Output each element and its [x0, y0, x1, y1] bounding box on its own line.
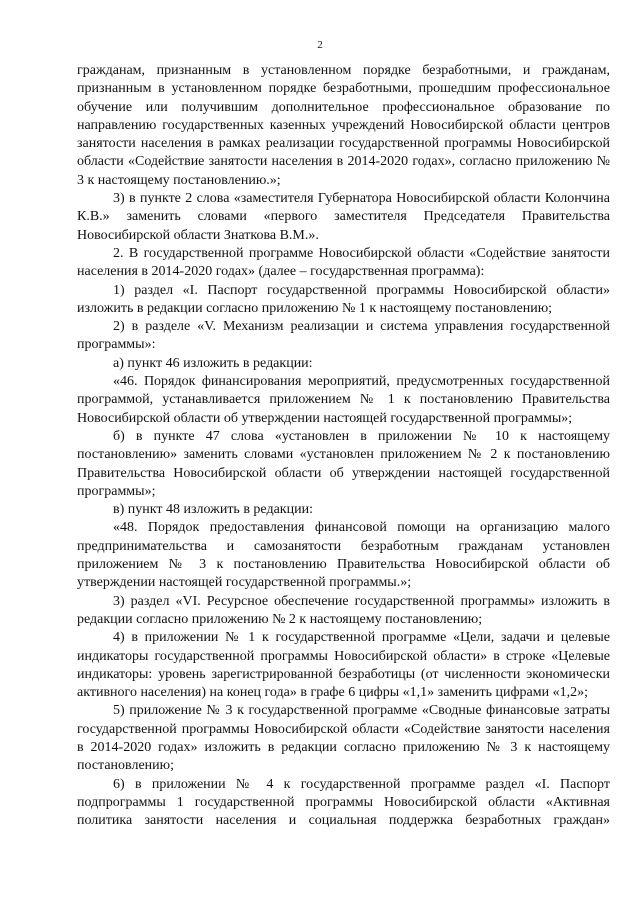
paragraph: в) пункт 48 изложить в редакции:	[113, 502, 313, 518]
paragraph: «46. Порядок финансирования мероприятий, предусмотренных государственной программой, устанавливается приложением № 1 к постановлению Правительства Новосибирской области об утверждении настоящей государственной программы»;	[77, 374, 610, 426]
paragraph: б) в пункте 47 слова «установлен в приложении № 10 к настоящему постановлению» заменить словами «установлен приложением № 2 к постановлению Правительства Новосибирской области об утверждении настоящей государственной программы»;	[77, 428, 610, 499]
paragraph: «48. Порядок предоставления финансовой помощи на организацию малого предпринимательства и самозанятости безработным гражданам установлен приложением № 3 к постановлению Правительства Новосибирской области об утверждении настоящей государственной программы.»;	[77, 520, 610, 591]
page-number: 2	[317, 39, 323, 51]
paragraph: 4) в приложении № 1 к государственной программе «Цели, задачи и целевые индикаторы государственной программы Новосибирской области» в строке «Целевые индикаторы: уровень зарегистрированной безработицы (от численности экономически активного населения) на конец года» в графе 6 цифры «1,1» заменить цифрами «1,2»;	[77, 630, 610, 701]
paragraph: 3) в пункте 2 слова «заместителя Губернатора Новосибирской области Колончина К.В.» заменить словами «первого заместителя Председателя Правительства Новосибирской области Знаткова В.М.».	[77, 191, 610, 243]
paragraph: а) пункт 46 изложить в редакции:	[113, 355, 313, 371]
paragraph: 6) в приложении № 4 к государственной программе раздел «I. Паспорт подпрограммы 1 государственной программы Новосибирской области «Активная политика занятости населения и социальная поддержка безработных граждан»	[77, 776, 610, 829]
paragraph: 5) приложение № 3 к государственной программе «Сводные финансовые затраты государственной программы Новосибирской области «Содействие занятости населения в 2014-2020 годах» изложить в редакции согласно приложению № 3 к настоящему постановлению;	[77, 703, 610, 774]
paragraph: 3) раздел «VI. Ресурсное обеспечение государственной программы» изложить в редакции согласно приложению № 2 к настоящему постановлению;	[77, 593, 610, 627]
document-body	[77, 62, 610, 830]
paragraph: 1) раздел «I. Паспорт государственной программы Новосибирской области» изложить в редакции согласно приложению № 1 к настоящему постановлению;	[77, 282, 610, 316]
paragraph: 2. В государственной программе Новосибирской области «Содействие занятости населения в 2014-2020 годах» (далее – государственная программа):	[77, 245, 610, 280]
paragraph: 2) в разделе «V. Механизм реализации и система управления государственной программы»:	[77, 319, 610, 353]
paragraph: гражданам, признанным в установленном порядке безработными, и гражданам, признанным в установленном порядке безработными, прошедшим профессиональное обучение или получившим дополнительное профессиональное образование по направлению государственных казенных учреждений Новосибирской области центров занятости населения в рамках реализации государственной программы Новосибирской области «Содействие занятости населения в 2014-2020 годах», согласно приложению № 3 к настоящему постановлению.»;	[77, 63, 610, 188]
